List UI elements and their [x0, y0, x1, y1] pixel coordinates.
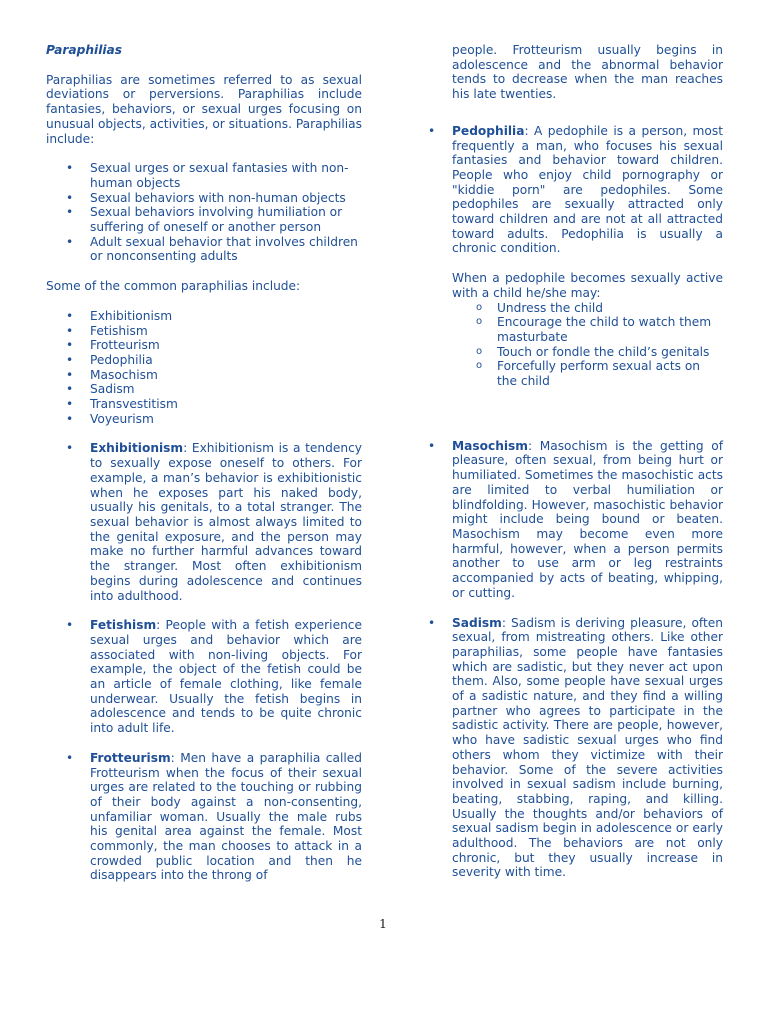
section-term: Exhibitionism	[90, 441, 184, 456]
common-intro: Some of the common paraphilias include:	[46, 279, 301, 294]
list-item: o Touch or fondle the child’s genitals	[452, 345, 723, 360]
list-item: • Exhibitionism	[46, 309, 362, 324]
section-fetishism: • Fetishism: People with a fetish experience sexual urges and behavior which are associated with non-living objects. For example, the object of the fetish could be an article of female clothing, like female underwear. Usually the fetish begins in adolescence and tends to be quite chronic into adult life.	[66, 618, 362, 736]
section-term: Fetishism	[90, 618, 157, 633]
list-item: • Voyeurism	[46, 412, 362, 427]
section-text: : Masochism is the getting of pleasure, often sexual, from being hurt or humiliated. Sometimes the masochistic acts are limited to verbal humiliation or blindfolding. However, masochistic behavior might include being bound or beaten. Masochism may become even more harmful, however, when a person permits another to use arm or leg restraints accompanied by acts of beating, whipping, or cutting.	[452, 438, 723, 600]
list-item: • Sexual behaviors involving humiliation or suffering of oneself or another person	[46, 205, 362, 234]
right-column	[428, 43, 723, 880]
list-item: • Frotteurism	[46, 338, 362, 353]
list-item: o Undress the child	[452, 301, 723, 316]
section-frotteurism: • Frotteurism: Men have a paraphilia called Frotteurism when the focus of their sexual urges are related to the touching or rubbing of their body against a non-consenting, unfamiliar woman. Usually the male rubs his genital area against the female. Most commonly, the man chooses to attack in a crowded public location and then he disappears into the throng of	[66, 750, 362, 883]
section-exhibitionism: • Exhibitionism: Exhibitionism is a tendency to sexually expose oneself to others. For example, a man’s behavior is exhibitionistic when he exposes part his naked body, usually his genitals, to a total stranger. The sexual behavior is almost always limited to the genital exposure, and the person may make no further harmful advances toward the stranger. Most often exhibitionism begins during adolescence and continues into adulthood.	[66, 441, 362, 603]
section-text: : Sadism is deriving pleasure, often sexual, from mistreating others. Like other paraphilias, some people have fantasies which are sadistic, but they never act upon them. Also, some people have sexual urges of a sadistic nature, and they find a willing partner who agrees to participate in the sadistic activity. There are people, however, who have sadistic sexual urges who find others whom they victimize with their behavior. Some of the severe activities involved in sexual sadism include burning, beating, stabbing, raping, and killing. Usually the thoughts and/or behaviors of sexual sadism begin in adolescence or early adulthood. The behaviors are not only chronic, but they usually increase in severity with time.	[452, 615, 723, 880]
left-column	[46, 43, 362, 883]
section-term: Masochism	[452, 438, 529, 453]
page-title: Paraphilias	[46, 43, 123, 57]
intro-paragraph: Paraphilias are sometimes referred to as sexual deviations or perversions. Paraphilias include fantasies, behaviors, or sexual urges focusing on unusual objects, activities, or situations. Paraphilias include:	[46, 72, 362, 146]
section-term: Frotteurism	[90, 750, 171, 765]
frotteurism-continued: people. Frotteurism usually begins in adolescence and the abnormal behavior tends to decrease when the man reaches his late twenties.	[452, 43, 723, 102]
list-item: • Adult sexual behavior that involves children or nonconsenting adults	[46, 235, 362, 264]
section-term: Sadism	[452, 615, 502, 630]
list-item: • Masochism	[46, 368, 362, 383]
page-number: 1	[379, 916, 387, 931]
common-list	[46, 309, 362, 427]
section-text: : People with a fetish experience sexual urges and behavior which are associated with non-living objects. For example, the object of the fetish could be an article of female clothing, like female underwear. Usually the fetish begins in adolescence and tends to be quite chronic into adult life.	[90, 618, 362, 736]
list-item: o Encourage the child to watch them masturbate	[452, 315, 723, 344]
section-text: : Men have a paraphilia called Frotteurism when the focus of their sexual urges are related to the touching or rubbing of their body against a non-consenting, unfamiliar woman. Usually the male rubs his genital area against the female. Most commonly, the man chooses to attack in a crowded public location and then he disappears into the throng of	[90, 750, 362, 883]
pedophile-acts-list	[452, 301, 723, 389]
section-sadism: • Sadism: Sadism is deriving pleasure, often sexual, from mistreating others. Like other paraphilias, some people have fantasies which are sadistic, but they never act upon them. Also, some people have sexual urges of a sadistic nature, and they find a willing partner who agrees to participate in the sadistic activity. There are people, however, who have sadistic sexual urges who find others whom they victimize with their behavior. Some of the severe activities involved in sexual sadism include burning, beating, stabbing, raping, and killing. Usually the thoughts and/or behaviors of sexual sadism begin in adolescence or early adulthood. The behaviors are not only chronic, but they usually increase in severity with time.	[428, 615, 723, 880]
section-text: : Exhibitionism is a tendency to sexually expose oneself to others. For example, a man’s behavior is exhibitionistic when he exposes part his naked body, usually his genitals, to a total stranger. The sexual behavior is almost always limited to the genital exposure, and the person may make no further harmful advances toward the stranger. Most often exhibitionism begins during adolescence and continues into adulthood.	[90, 441, 362, 603]
list-item: • Pedophilia	[46, 353, 362, 368]
list-item: • Fetishism	[46, 324, 362, 339]
includes-list	[46, 161, 362, 264]
list-item: • Transvestitism	[46, 397, 362, 412]
section-term: Pedophilia	[452, 123, 525, 138]
pedophile-active-text: When a pedophile becomes sexually active with a child he/she may:	[452, 271, 723, 300]
section-pedophilia: • Pedophilia: A pedophile is a person, most frequently a man, who focuses his sexual fantasies and behavior toward children. People who enjoy child pornography or "kiddie porn" are pedophiles. Some pedophiles are sexually attracted only toward children and are not at all attracted toward adults. Pedophilia is usually a chronic condition.	[428, 123, 723, 256]
section-masochism: • Masochism: Masochism is the getting of pleasure, often sexual, from being hurt or humiliated. Sometimes the masochistic acts are limited to verbal humiliation or blindfolding. However, masochistic behavior might include being bound or beaten. Masochism may become even more harmful, however, when a person permits another to use arm or leg restraints accompanied by acts of beating, whipping, or cutting.	[428, 438, 723, 600]
list-item: o Forcefully perform sexual acts on the child	[452, 359, 723, 388]
list-item: • Sexual urges or sexual fantasies with non-human objects	[46, 161, 362, 190]
section-text: : A pedophile is a person, most frequently a man, who focuses his sexual fantasies and behavior toward children. People who enjoy child pornography or "kiddie porn" are pedophiles. Some pedophiles are sexually attracted only toward children and are not at all attracted toward adults. Pedophilia is usually a chronic condition.	[452, 123, 723, 256]
list-item: • Sexual behaviors with non-human objects	[46, 191, 362, 206]
list-item: • Sadism	[46, 382, 362, 397]
